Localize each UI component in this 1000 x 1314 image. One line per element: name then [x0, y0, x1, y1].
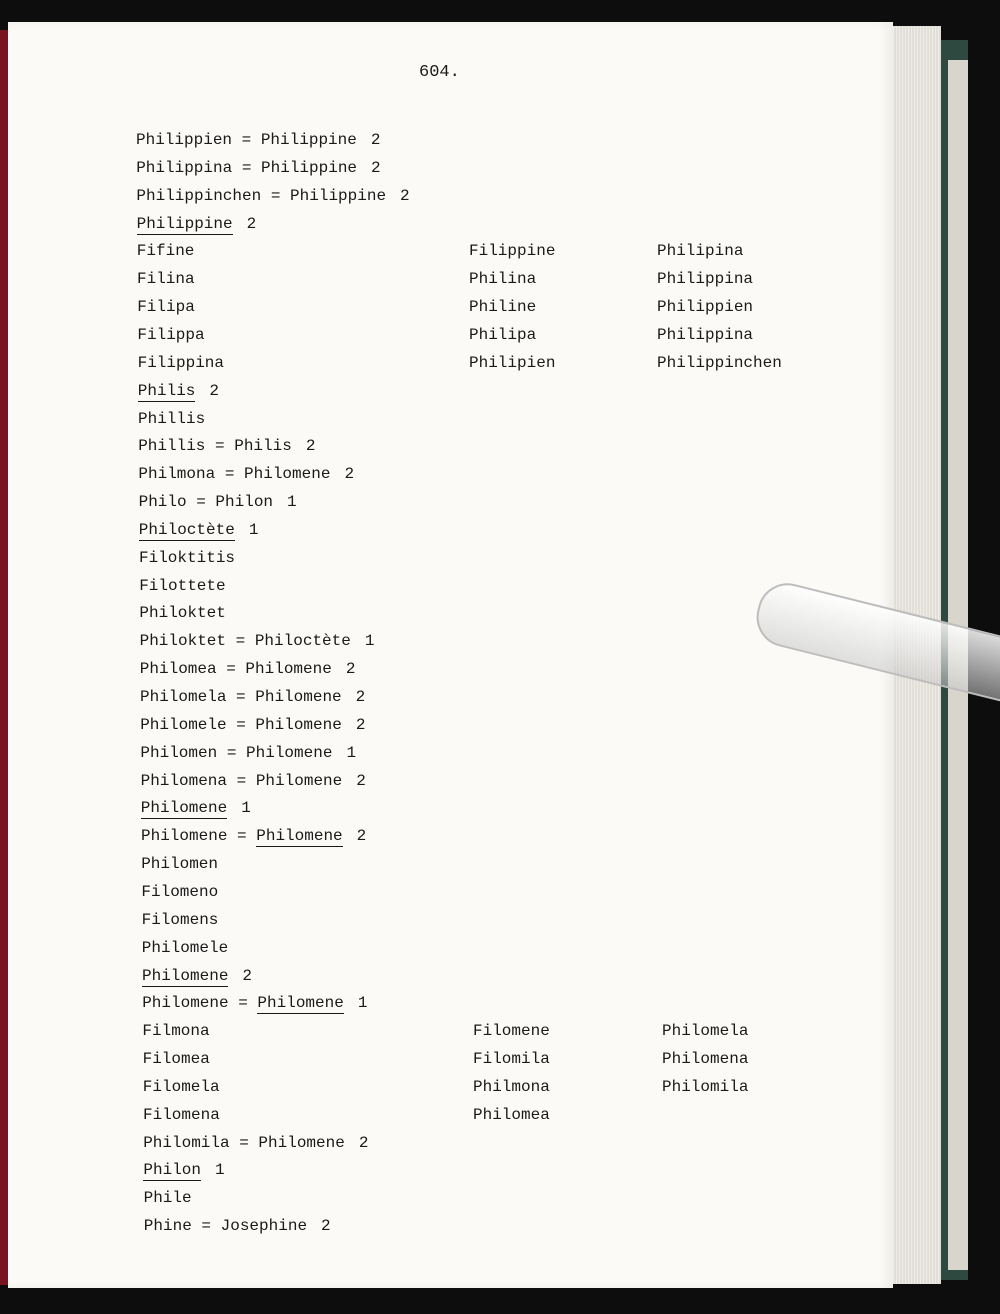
entry-row — [139, 492, 297, 512]
variant-name: Philippien — [657, 298, 754, 317]
entry-row — [139, 576, 225, 596]
entry-reference: = Philomene — [236, 715, 342, 734]
entry-count: 2 — [321, 1217, 331, 1236]
equals-sign: = — [237, 827, 257, 846]
entry-name: Philomene — [142, 994, 229, 1013]
entry-row — [141, 771, 366, 791]
entry-reference-target: Philomene — [256, 827, 343, 846]
entry-name: Filoktitis — [139, 548, 236, 567]
entry-name: Filippina — [137, 353, 225, 372]
entry-row — [138, 436, 315, 456]
entry-row — [137, 325, 204, 345]
entry-name: Philomena — [140, 771, 228, 790]
entry-row — [139, 520, 259, 540]
entry-name: Filomeno — [141, 882, 219, 901]
entry-name: Filomela — [142, 1077, 220, 1096]
entry-row — [138, 381, 219, 401]
entry-row — [137, 297, 195, 317]
entry-row — [143, 1077, 220, 1097]
entry-name: Philippien — [136, 131, 233, 149]
entry-row — [142, 910, 219, 930]
entry-row — [142, 1021, 209, 1041]
entry-name: Phillis — [138, 409, 206, 428]
entry-reference-target: Philomene — [257, 994, 344, 1013]
entry-row — [140, 659, 356, 679]
entry-name: Filomea — [142, 1050, 210, 1069]
entry-count: 2 — [370, 131, 381, 149]
entry-row — [141, 882, 218, 902]
entry-count: 2 — [246, 214, 257, 233]
entry-row — [138, 464, 354, 484]
entry-count: 1 — [241, 799, 251, 818]
variant-name: Filomila — [473, 1050, 550, 1069]
entry-count: 2 — [356, 827, 367, 846]
entry-row — [137, 241, 195, 261]
variant-name: Philipina — [657, 242, 744, 261]
variant-name: Philine — [469, 298, 537, 317]
entry-count: 2 — [209, 381, 220, 400]
entry-row — [137, 269, 195, 289]
entry-name: Phillis — [138, 437, 206, 456]
entry-row — [143, 1160, 224, 1180]
page-number: 604. — [419, 63, 460, 82]
entry-row — [137, 214, 257, 234]
entry-name: Philippine — [136, 214, 233, 233]
entry-name: Philomen — [141, 855, 218, 874]
variant-name: Philippina — [657, 325, 754, 344]
variant-name: Philomena — [662, 1050, 749, 1069]
variant-name: Philomea — [473, 1105, 550, 1124]
variant-name: Philmona — [473, 1077, 550, 1096]
entry-count: 1 — [357, 994, 368, 1013]
entry-count: 2 — [305, 437, 316, 456]
entry-count: 2 — [400, 186, 410, 205]
entry-name: Filottete — [139, 576, 226, 595]
variant-name: Philomila — [662, 1077, 749, 1096]
entry-row — [138, 409, 205, 429]
entry-name: Philippina — [136, 158, 233, 177]
entry-row — [136, 130, 380, 150]
entry-row — [143, 1105, 220, 1125]
variant-name: Philippinchen — [657, 353, 782, 372]
variant-name: Filippine — [469, 242, 556, 261]
entry-row — [140, 715, 365, 735]
entry-name: Philoktet — [139, 604, 226, 623]
entry-name: Philoktet — [139, 632, 227, 651]
entry-name: Phine — [143, 1217, 192, 1236]
entry-reference: = Josephine — [201, 1217, 308, 1236]
entry-reference: = Philomene — [224, 465, 331, 484]
entry-count: 2 — [358, 1133, 369, 1152]
entry-row — [141, 798, 251, 818]
entry-name: Philis — [137, 381, 196, 400]
entry-name: Philomele — [140, 715, 227, 734]
entry-reference: = Philippine — [270, 186, 387, 205]
entry-count: 2 — [344, 465, 355, 484]
entry-reference — [237, 827, 343, 847]
entry-row — [142, 993, 367, 1013]
entry-count: 2 — [355, 688, 366, 706]
entry-name: Philomea — [139, 660, 217, 679]
entry-reference: = Philomene — [226, 743, 333, 762]
entry-count: 1 — [287, 493, 297, 512]
entry-row — [143, 1133, 368, 1153]
book-page — [8, 22, 893, 1288]
entry-reference — [238, 994, 344, 1014]
entry-reference: = Philomene — [236, 688, 342, 706]
entry-name: Philomene — [140, 799, 228, 818]
entry-name: Filmona — [142, 1022, 210, 1041]
entry-name: Philon — [143, 1161, 201, 1180]
entry-count: 2 — [371, 158, 381, 177]
entry-reference: = Philis — [215, 437, 292, 456]
entry-row — [139, 548, 235, 568]
entry-name: Filina — [137, 270, 195, 289]
entry-count: 2 — [355, 715, 366, 734]
entry-row — [141, 854, 218, 874]
entry-row — [136, 158, 380, 178]
entry-reference: = Philon — [196, 493, 274, 512]
entry-name: Filipa — [137, 298, 195, 317]
entry-row — [144, 1188, 192, 1208]
entry-name: Philmona — [138, 465, 216, 484]
entry-row — [140, 743, 356, 763]
entry-name: Philomen — [140, 743, 218, 762]
entry-name: Philomila — [143, 1133, 230, 1152]
entry-name: Philomela — [140, 688, 227, 706]
entry-name: Filomena — [143, 1105, 220, 1124]
entry-row — [141, 826, 366, 846]
entry-name: Philippinchen — [136, 186, 262, 205]
entry-name: Philo — [138, 493, 187, 512]
entry-name: Philomene — [142, 966, 229, 985]
variant-name: Philipa — [469, 325, 537, 344]
entry-count: 2 — [345, 660, 356, 679]
entry-name: Fifine — [136, 242, 195, 261]
variant-name: Philina — [469, 270, 537, 289]
entry-name: Philomene — [141, 827, 228, 846]
entry-row — [144, 1216, 331, 1236]
entry-count: 1 — [364, 632, 375, 651]
equals-sign: = — [238, 994, 258, 1013]
entry-name: Philomele — [141, 938, 229, 957]
entry-name: Philoctète — [138, 520, 235, 539]
entry-row — [142, 938, 228, 958]
entry-row — [140, 631, 375, 651]
variant-name: Philomela — [662, 1022, 749, 1041]
entry-count: 1 — [248, 520, 259, 539]
variant-name: Philippina — [657, 270, 754, 289]
entry-reference: = Philomene — [236, 771, 343, 790]
entry-row — [143, 1049, 210, 1069]
entry-row — [140, 687, 365, 707]
entry-reference: = Philoctète — [235, 632, 351, 651]
entry-row — [142, 966, 252, 986]
entry-reference: = Philippine — [241, 131, 357, 149]
entry-count: 1 — [215, 1161, 225, 1180]
entry-row — [139, 603, 225, 623]
entry-count: 2 — [356, 771, 366, 790]
entry-reference: = Philippine — [241, 158, 358, 177]
entry-reference: = Philomene — [239, 1133, 345, 1152]
entry-name: Phile — [143, 1189, 192, 1208]
entry-count: 2 — [242, 966, 253, 985]
entry-reference: = Philomene — [226, 660, 332, 679]
entry-name: Filippa — [137, 325, 205, 344]
variant-name: Filomene — [473, 1022, 550, 1041]
variant-name: Philipien — [469, 353, 556, 372]
entry-row — [136, 186, 409, 206]
entry-name: Filomens — [141, 910, 219, 929]
entry-row — [138, 353, 224, 373]
entry-count: 1 — [346, 743, 357, 762]
